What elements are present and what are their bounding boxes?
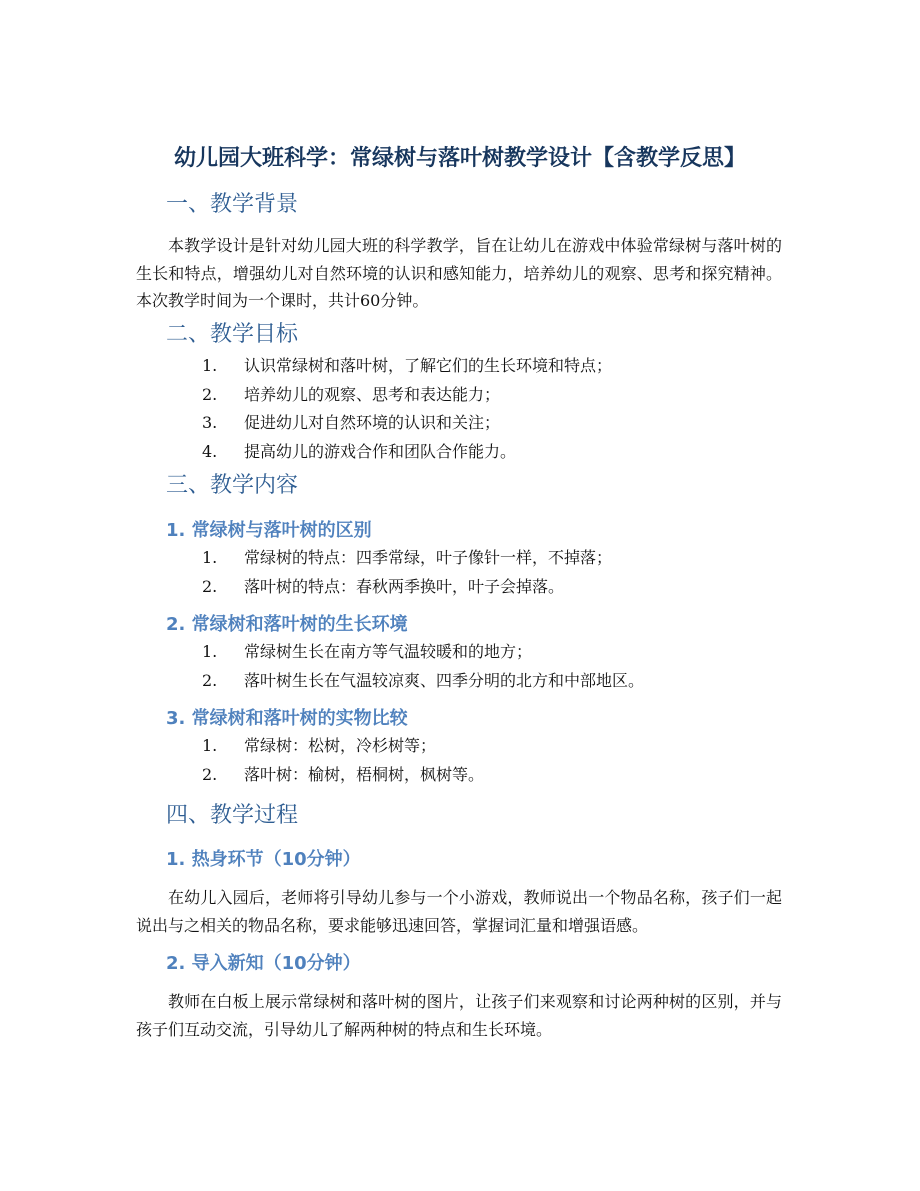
list-text: 落叶树生长在气温较凉爽、四季分明的北方和中部地区。	[244, 670, 645, 690]
subheading-content-3: 3. 常绿树和落叶树的实物比较	[166, 708, 408, 729]
paragraph-process-1: 在幼儿入园后，老师将引导幼儿参与一个小游戏，教师说出一个物品名称，孩子们一起说出与之相关的物品名称，要求能够迅速回答，掌握词汇量和增强语感。	[136, 888, 782, 935]
document-title: 幼儿园大班科学：常绿树与落叶树教学设计【含教学反思】	[173, 146, 746, 171]
list-number: 1.	[202, 642, 218, 661]
list-text: 培养幼儿的观察、思考和表达能力；	[244, 384, 501, 404]
paragraph-process-2: 教师在白板上展示常绿树和落叶树的图片，让孩子们来观察和讨论两种树的区别，并与孩子们互动交流，引导幼儿了解两种树的特点和生长环境。	[136, 992, 782, 1039]
list-text: 提高幼儿的游戏合作和团队合作能力。	[244, 441, 517, 461]
list-number: 2.	[202, 384, 218, 404]
list-number: 4.	[202, 441, 218, 461]
subheading-process-2: 2. 导入新知（10分钟）	[166, 953, 361, 974]
heading-background: 一、教学背景	[166, 192, 299, 217]
heading-content: 三、教学内容	[166, 473, 299, 498]
list-text: 认识常绿树和落叶树，了解它们的生长环境和特点；	[244, 356, 613, 375]
list-number: 2.	[202, 670, 218, 690]
list-number: 1.	[202, 356, 218, 375]
list-number: 1.	[202, 548, 218, 567]
list-text: 常绿树的特点：四季常绿，叶子像针一样，不掉落；	[244, 548, 613, 567]
subheading-process-1: 1. 热身环节（10分钟）	[166, 849, 361, 870]
list-number: 3.	[202, 413, 218, 432]
list-number: 2.	[202, 764, 218, 784]
subheading-content-1: 1. 常绿树与落叶树的区别	[166, 520, 372, 541]
list-text: 促进幼儿对自然环境的认识和关注；	[244, 413, 501, 432]
list-number: 2.	[202, 576, 218, 596]
list-number: 1.	[202, 736, 218, 755]
list-text: 落叶树的特点：春秋两季换叶，叶子会掉落。	[244, 576, 565, 596]
subheading-content-2: 2. 常绿树和落叶树的生长环境	[166, 614, 408, 635]
heading-goals: 二、教学目标	[166, 322, 299, 347]
paragraph-background: 本教学设计是针对幼儿园大班的科学教学，旨在让幼儿在游戏中体验常绿树与落叶树的生长和特点，增强幼儿对自然环境的认识和感知能力，培养幼儿的观察、思考和探究精神。本次教学时间为一个课时，共计60分钟。	[136, 236, 782, 310]
list-text: 常绿树：松树，冷杉树等；	[244, 736, 437, 755]
list-text: 常绿树生长在南方等气温较暖和的地方；	[244, 642, 533, 661]
heading-process: 四、教学过程	[166, 803, 299, 828]
list-text: 落叶树：榆树，梧桐树，枫树等。	[244, 764, 485, 784]
